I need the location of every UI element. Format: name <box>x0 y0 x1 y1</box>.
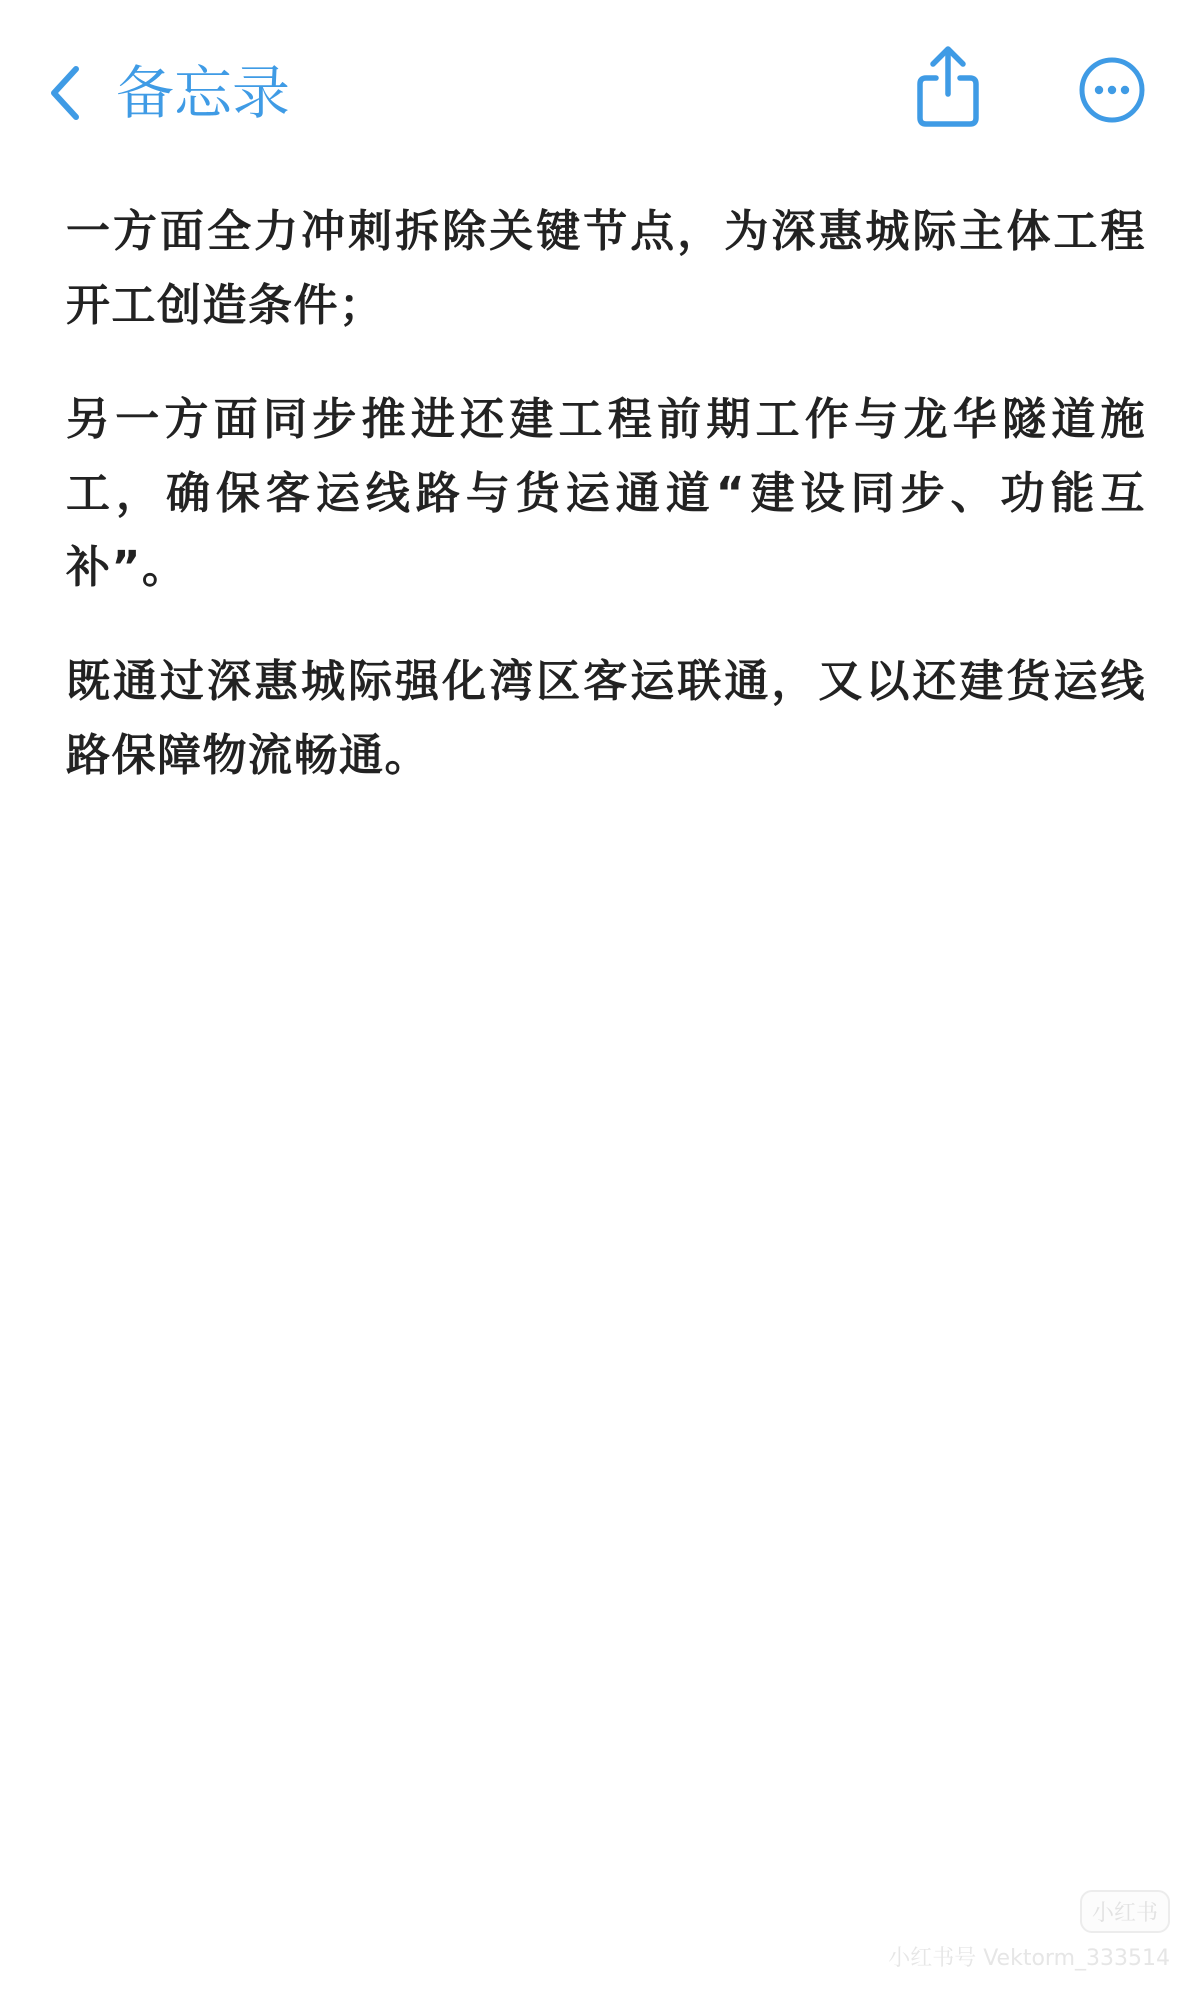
note-paragraph: 另一方面同步推进还建工程前期工作与龙华隧道施工，确保客运线路与货运通道“建设同步、功能互补”。 <box>66 394 1146 593</box>
back-label: 备忘录 <box>116 59 291 127</box>
watermark <box>888 1890 1170 1972</box>
note-body[interactable] <box>66 195 1146 833</box>
back-button[interactable] <box>48 58 290 128</box>
watermark-text: 小红书号 Vektorm_333514 <box>888 1946 1170 1971</box>
watermark-logo: 小红书 <box>1080 1890 1170 1933</box>
share-icon <box>912 113 984 132</box>
chevron-left-icon <box>48 58 90 128</box>
note-paragraph: 既通过深惠城际强化湾区客运联通，又以还建货运线路保障物流畅通。 <box>66 656 1146 781</box>
ellipsis-circle-icon <box>1078 109 1146 128</box>
share-button[interactable] <box>912 44 984 128</box>
note-paragraph: 一方面全力冲刺拆除关键节点，为深惠城际主体工程开工创造条件； <box>66 206 1146 331</box>
navigation-bar <box>0 0 1200 180</box>
more-button[interactable] <box>1078 56 1146 124</box>
